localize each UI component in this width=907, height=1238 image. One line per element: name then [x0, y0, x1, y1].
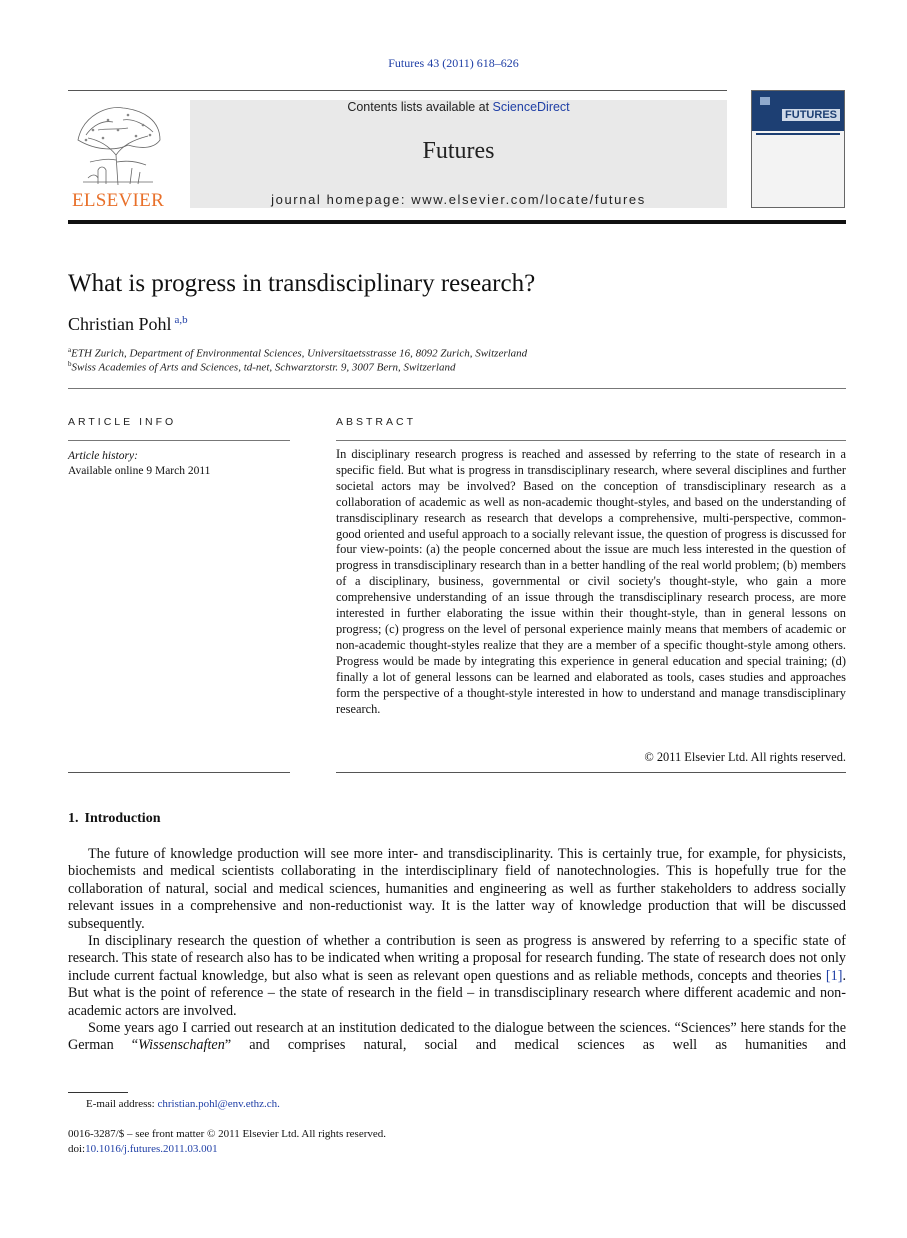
journal-name: Futures — [422, 138, 495, 164]
email-footnote — [86, 1098, 280, 1110]
abstract-heading: ABSTRACT — [336, 416, 417, 428]
cover-mark — [760, 97, 770, 105]
italic-term: Wissenschaften — [138, 1037, 225, 1054]
journal-citation[interactable]: Futures 43 (2011) 618–626 — [388, 56, 519, 70]
doi-label: doi: — [68, 1143, 86, 1155]
email-link[interactable]: christian.pohl@env.ethz.ch. — [157, 1098, 280, 1110]
affiliation-label: a — [68, 346, 72, 354]
affiliation-text: ETH Zurich, Department of Environmental Sciences, Universitaetsstrasse 16, 8092 Zurich, Switzerland — [71, 347, 528, 360]
contents-prefix: Contents lists available at — [347, 100, 493, 114]
abstract-bottom-rule — [336, 772, 846, 773]
abstract-rule — [336, 440, 846, 441]
contents-availability-line — [190, 100, 727, 114]
article-info-heading: ARTICLE INFO — [68, 416, 177, 428]
paragraph-text: Some years ago I carried out research at an institution dedicated to the dialogue between the sciences. “Sciences” here stands for the German “ — [68, 1020, 846, 1054]
intro-paragraph-2 — [68, 933, 846, 1020]
cover-stripe — [756, 133, 840, 135]
author-affiliation-marks[interactable]: a,b — [174, 314, 188, 326]
affiliation-a — [68, 346, 527, 360]
header-top-rule — [68, 90, 727, 91]
sciencedirect-link[interactable]: ScienceDirect — [492, 100, 570, 114]
article-info-rule — [68, 440, 290, 441]
journal-cover-thumbnail — [751, 90, 845, 208]
header-bottom-rule — [68, 220, 846, 224]
affiliation-label: b — [68, 360, 72, 368]
author-line — [68, 314, 188, 335]
affiliation-text: Swiss Academies of Arts and Sciences, td-net, Schwarztorstr. 9, 3007 Bern, Switzerland — [71, 361, 456, 374]
footnote-rule — [68, 1092, 128, 1093]
doi-line — [68, 1143, 218, 1155]
paragraph-text: In disciplinary research the question of whether a contribution is seen as progress is answered by referring to a specific state of research. This state of research also has to be indicated when writing a proposal for research funding. The state of research does not only include current factual knowledge, but also what is seen as relevant open questions and as reliable methods, concepts and theories — [68, 933, 846, 984]
abstract-body: In disciplinary research progress is reached and assessed by referring to the state of research in a specific field. But what is progress in transdisciplinary research, where several disciplines and further societal actors may be involved? Based on the conception of transdisciplinary research as a collaboration of academic as well as non-academic thought-styles, and based on the understanding of transdisciplinary research as research that develops a comprehensive, multi-perspective, common-good oriented and useful approach to a socially relevant issue, the question of progress is discussed for four view-points: (a) the people concerned about the issue are much less interested in the question of progress in transdisciplinary research than in a better handling of the real world problem; (b) members of a disciplinary, business, governmental or civil society's thought-style, who gain a more comprehensive understanding of an issue through the transdisciplinary research process, are more interested in further elaborating the issue within their thought-style, than in general lessons on progress; (c) progress on the level of personal experience mainly means that members of academic or non-academic thought-styles realize that they are a member of a specific thought-style among others. Progress would be made by integrating this experience in general education and special training; (d) finally a lot of general lessons can be learned and elaborated as tools, cases studies and approaches form the perspective of a thought-style interested in how to understand and manage transdisciplinary research. — [336, 447, 846, 716]
introduction-heading — [68, 811, 160, 827]
journal-homepage[interactable]: journal homepage: www.elsevier.com/locate/futures — [271, 192, 646, 207]
paragraph-text: . But what is the point of reference – the state of research in the field – in transdisciplinary research where different academic and non-academic actors are involved. — [68, 967, 846, 1019]
front-matter-line: 0016-3287/$ – see front matter © 2011 Elsevier Ltd. All rights reserved. — [68, 1128, 387, 1140]
article-info-bottom-rule — [68, 772, 290, 773]
article-history-value: Available online 9 March 2011 — [68, 465, 211, 477]
affiliation-divider — [68, 388, 846, 389]
email-label: E-mail address: — [86, 1098, 158, 1110]
author-name: Christian Pohl — [68, 314, 172, 334]
section-number: 1. — [68, 811, 79, 826]
intro-paragraph-3 — [68, 1020, 846, 1055]
abstract-copyright: © 2011 Elsevier Ltd. All rights reserved. — [644, 750, 846, 764]
section-title: Introduction — [84, 811, 161, 826]
affiliation-b — [68, 360, 455, 374]
doi-link[interactable]: 10.1016/j.futures.2011.03.001 — [85, 1143, 218, 1155]
cover-title: FUTURES — [782, 109, 840, 121]
intro-paragraph-1: The future of knowledge production will see more inter- and transdisciplinarity. This is certainly true, for example, for physicists, biochemists and medical scientists collaborating in the interdisciplinary field of nanotechnologies. This is hopefully true for the collaboration of natural, social and medical sciences, humanities and engineering as well as further stakeholders to address socially relevant issues in a comprehensive and non-reductionist way. It is the latter way of knowledge production that will be discussed subsequently. — [68, 846, 846, 932]
elsevier-wordmark: ELSEVIER — [71, 190, 165, 211]
article-history-label: Article history: — [68, 450, 138, 462]
reference-link[interactable]: [1] — [825, 967, 843, 984]
article-title: What is progress in transdisciplinary research? — [68, 270, 536, 297]
paragraph-text: ” and comprises natural, social and medical sciences as well as humanities and — [224, 1037, 846, 1054]
